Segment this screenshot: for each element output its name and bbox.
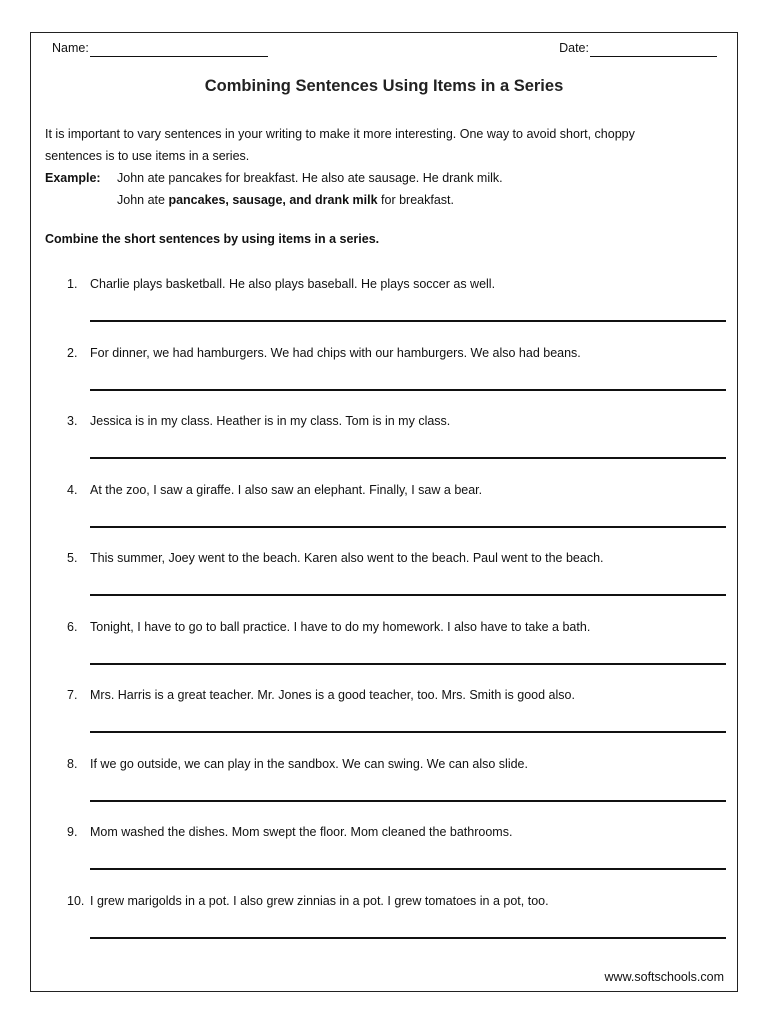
- example-row-combined: [45, 189, 723, 211]
- worksheet: [30, 32, 738, 992]
- question-number: 5.: [67, 551, 78, 565]
- answer-line[interactable]: [90, 594, 726, 596]
- question-prompt: [67, 276, 495, 292]
- question-text: Jessica is in my class. Heather is in my class. Tom is in my class.: [90, 414, 451, 428]
- date-field: [559, 39, 717, 57]
- question-text: Mrs. Harris is a great teacher. Mr. Jones is a good teacher, too. Mrs. Smith is good also.: [90, 688, 575, 702]
- question-text: At the zoo, I saw a giraffe. I also saw an elephant. Finally, I saw a bear.: [90, 482, 483, 497]
- question-text: This summer, Joey went to the beach. Karen also went to the beach. Paul went to the beach.: [90, 551, 604, 565]
- intro-line-1: It is important to vary sentences in your writing to make it more interesting. One way to avoid short, choppy: [45, 127, 635, 141]
- name-label: Name:: [52, 41, 89, 55]
- question-prompt: [67, 413, 450, 429]
- worksheet-title: Combining Sentences Using Items in a Series: [204, 77, 564, 95]
- question-prompt: [67, 550, 604, 566]
- question-prompt: [67, 893, 549, 909]
- date-blank-line[interactable]: [590, 43, 717, 57]
- question-number: 9.: [67, 825, 78, 839]
- question-item: [31, 756, 737, 816]
- answer-line[interactable]: [90, 800, 726, 802]
- question-number: 2.: [67, 345, 78, 360]
- question-item: [31, 482, 737, 542]
- question-item: [31, 619, 737, 679]
- question-text: Tonight, I have to go to ball practice. I have to do my homework. I also have to take a bath.: [90, 619, 591, 634]
- question-text: Charlie plays basketball. He also plays baseball. He plays soccer as well.: [90, 277, 496, 291]
- header-row: [52, 39, 717, 57]
- answer-line[interactable]: [90, 937, 726, 939]
- name-field: [52, 39, 268, 57]
- question-prompt: [67, 824, 512, 840]
- question-number: 8.: [67, 756, 78, 771]
- answer-line[interactable]: [90, 731, 726, 733]
- question-number: 3.: [67, 414, 78, 428]
- example-combined-bold: pancakes, sausage, and drank milk: [168, 193, 378, 207]
- question-text: If we go outside, we can play in the sandbox. We can swing. We can also slide.: [90, 756, 528, 771]
- example-original: John ate pancakes for breakfast. He also ate sausage. He drank milk.: [117, 171, 503, 185]
- example-combined: [117, 189, 454, 211]
- footer-url: www.softschools.com: [604, 970, 724, 984]
- question-text: Mom washed the dishes. Mom swept the floor. Mom cleaned the bathrooms.: [90, 825, 513, 839]
- name-blank-line[interactable]: [90, 43, 268, 57]
- example-combined-pre: John ate: [117, 193, 169, 207]
- question-prompt: [67, 687, 575, 703]
- answer-line[interactable]: [90, 663, 726, 665]
- answer-line[interactable]: [90, 868, 726, 870]
- example-label: Example:: [45, 171, 101, 185]
- question-item: [31, 276, 737, 336]
- example-combined-post: for breakfast.: [377, 193, 454, 207]
- question-item: [31, 893, 737, 953]
- question-number: 4.: [67, 482, 78, 497]
- question-number: 7.: [67, 688, 78, 702]
- answer-line[interactable]: [90, 526, 726, 528]
- question-number: 1.: [67, 277, 78, 291]
- date-label: Date:: [559, 41, 589, 55]
- example-row-original: [45, 167, 723, 189]
- question-item: [31, 550, 737, 610]
- question-number: 6.: [67, 619, 78, 634]
- answer-line[interactable]: [90, 320, 726, 322]
- question-item: [31, 345, 737, 405]
- answer-line[interactable]: [90, 457, 726, 459]
- question-item: [31, 687, 737, 747]
- answer-line[interactable]: [90, 389, 726, 391]
- question-text: I grew marigolds in a pot. I also grew zinnias in a pot. I grew tomatoes in a pot, too.: [90, 893, 549, 908]
- question-prompt: [67, 756, 528, 772]
- intro-section: [45, 123, 723, 211]
- question-item: [31, 413, 737, 473]
- directions: Combine the short sentences by using items in a series.: [45, 232, 380, 246]
- question-prompt: [67, 345, 581, 361]
- question-prompt: [67, 619, 590, 635]
- question-text: For dinner, we had hamburgers. We had chips with our hamburgers. We also had beans.: [90, 345, 581, 360]
- intro-line-2: sentences is to use items in a series.: [45, 149, 250, 163]
- question-number: 10.: [67, 893, 85, 908]
- question-item: [31, 824, 737, 884]
- question-prompt: [67, 482, 482, 498]
